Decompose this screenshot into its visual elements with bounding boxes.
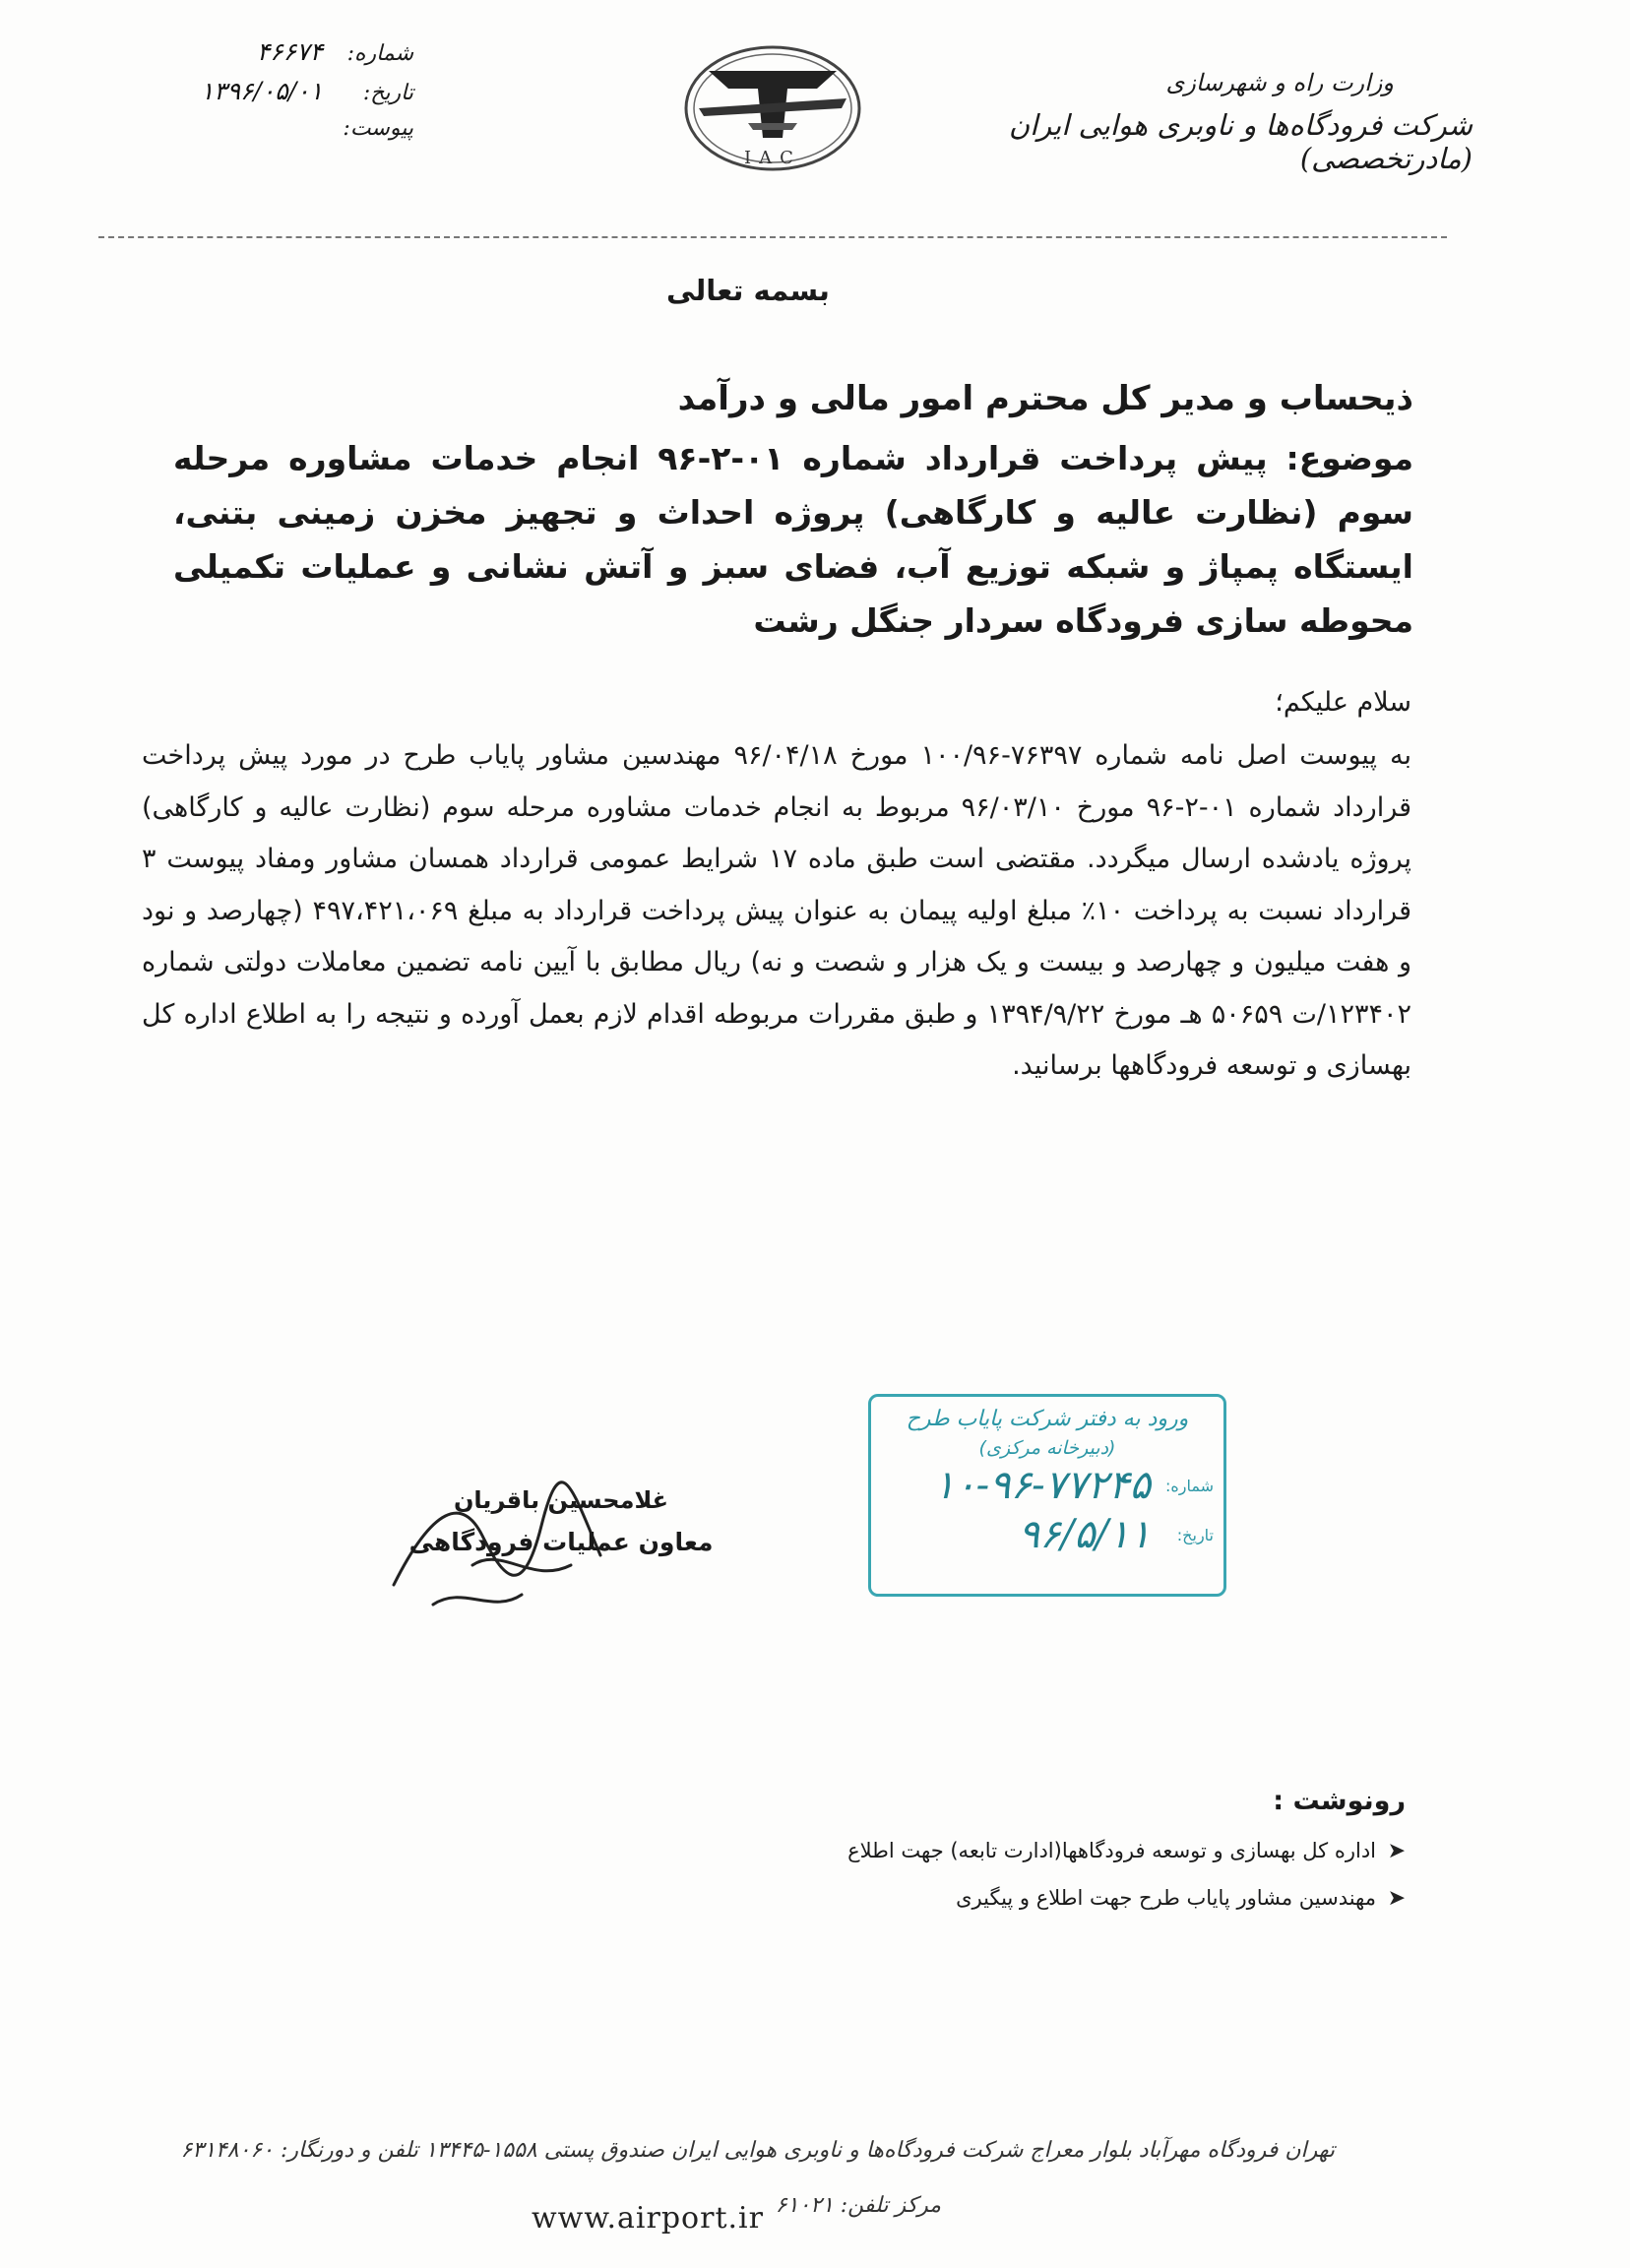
letter-meta: [128, 37, 413, 156]
cc-heading: رونوشت :: [1273, 1786, 1406, 1816]
signatory-title: معاون عملیات فرودگاهی: [408, 1528, 714, 1556]
signature-block: [384, 1486, 738, 1556]
stamp-number-value: ۱۰-۹۶-۷۷۲۴۵: [933, 1463, 1151, 1508]
meta-label: تاریخ:: [362, 81, 413, 105]
logo-text: IAC: [744, 148, 801, 168]
letter-date: ۱۳۹۶/۰۵/۰۱: [200, 77, 323, 105]
stamp-number-row: [871, 1463, 1223, 1508]
stamp-title: ورود به دفتر شرکت پایاب طرح: [906, 1407, 1189, 1431]
greeting: سلام علیکم؛: [1275, 687, 1411, 718]
addressee: ذیحساب و مدیر کل محترم امور مالی و درآمد: [677, 379, 1413, 418]
letter-number: ۴۶۶۷۴: [256, 37, 323, 66]
signatory-name: غلامحسین باقریان: [453, 1486, 669, 1514]
meta-label: پیوست:: [343, 116, 413, 141]
footer-address: تهران فرودگاه مهرآباد بلوار معراج شرکت فرودگاه‌ها و ناوبری هوایی ایران صندوق پستی ۱۵۵۸-۱۳۴۴۵ تلفن و دورنگار: ۶۳۱۴۸۰۶۰: [180, 2138, 1335, 2163]
stamp-number-label: شماره:: [1164, 1476, 1214, 1495]
header-divider: [98, 236, 1447, 238]
chevron-icon: ➤: [1387, 1838, 1406, 1863]
stamp-date-value: ۹۶/۵/۱۱: [1018, 1512, 1151, 1557]
received-stamp: [868, 1394, 1226, 1597]
meta-attachment-row: [128, 116, 413, 156]
subject-line: موضوع: پیش پرداخت قرارداد شماره ۰۱-۲-۹۶ انجام خدمات مشاوره مرحله سوم (نظارت عالیه و کارگاهی) پروژه احداث و تجهیز مخزن زمینی بتنی، ایستگاه پمپاژ و شبکه توزیع آب، فضای سبز و آتش نشانی و عملیات تکمیلی محوطه سازی فرودگاه سردار جنگل رشت: [173, 439, 1413, 640]
footer-center-phone: مرکز تلفن: ۶۱۰۲۱: [775, 2193, 941, 2218]
organization-header: [961, 69, 1473, 175]
ministry-name: وزارت راه و شهرسازی: [1165, 69, 1394, 96]
cc-item: [520, 1827, 1406, 1874]
bismillah-heading: بسمه تعالی: [666, 274, 830, 307]
iac-logo: [669, 39, 876, 177]
company-name: شرکت فرودگاه‌ها و ناوبری هوایی ایران (مادرتخصصی): [1008, 108, 1473, 175]
stamp-date-label: تاریخ:: [1176, 1525, 1214, 1544]
letter-body: به پیوست اصل نامه شماره ۷۶۳۹۷-۱۰۰/۹۶ مورخ ۹۶/۰۴/۱۸ مهندسین مشاور پایاب طرح در مورد پیش پرداخت قرارداد شماره ۰۱-۲-۹۶ مورخ ۹۶/۰۳/۱۰ مربوط به انجام خدمات مشاوره مرحله سوم (نظارت عالیه و کارگاهی) پروژه یادشده ارسال میگردد. مقتضی است طبق ماده ۱۷ شرایط عمومی قرارداد همسان مشاور ومفاد پیوست ۳ قرارداد نسبت به پرداخت ۱۰٪ مبلغ اولیه پیمان به عنوان پیش پرداخت قرارداد به مبلغ ۴۹۷،۴۲۱،۰۶۹ (چهارصد و نود و هفت میلیون و چهارصد و بیست و یک هزار و شصت و نه) ریال مطابق با آیین نامه تضمین معاملات دولتی شماره ۱۲۳۴۰۲/ت ۵۰۶۵۹ هـ مورخ ۱۳۹۴/۹/۲۲ و طبق مقررات مربوطه اقدام لازم بعمل آورده و نتیجه را به اطلاع اداره کل بهسازی و توسعه فرودگاهها برسانید.: [142, 740, 1412, 1081]
cc-list: [520, 1827, 1406, 1922]
meta-label: شماره:: [346, 41, 413, 66]
meta-date-row: [128, 77, 413, 116]
cc-item-text: اداره کل بهسازی و توسعه فرودگاهها(ادارت تابعه) جهت اطلاع: [847, 1839, 1376, 1862]
stamp-subtitle: (دبیرخانه مرکزی): [978, 1437, 1116, 1459]
chevron-icon: ➤: [1387, 1885, 1406, 1911]
footer-website: www.airport.ir: [532, 2201, 764, 2236]
cc-item-text: مهندسین مشاور پایاب طرح جهت اطلاع و پیگیری: [956, 1886, 1376, 1910]
meta-number-row: [128, 37, 413, 77]
cc-item: [520, 1874, 1406, 1922]
stamp-date-row: [871, 1512, 1223, 1557]
